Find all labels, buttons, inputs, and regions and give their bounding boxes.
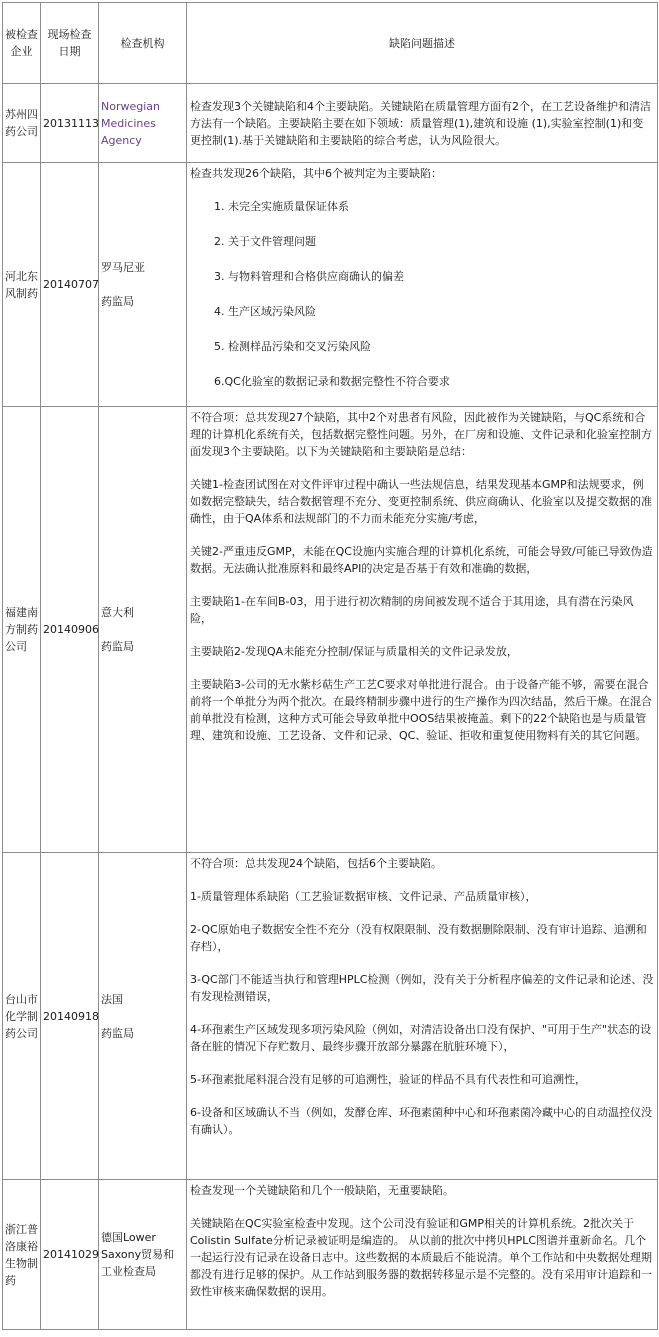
list-item: 4. 生产区域污染风险 bbox=[214, 305, 316, 318]
desc-paragraph: 6-设备和区域确认不当（例如，发酵仓库、环孢素菌种中心和环孢素菌冷藏中心的自动温控仪没有确认）。 bbox=[190, 1106, 652, 1136]
company-cell: 浙江普洛康裕生物制药 bbox=[3, 1180, 41, 1330]
header-desc: 缺陷问题描述 bbox=[187, 3, 658, 84]
desc-paragraph: 检查发现3个关键缺陷和4个主要缺陷。关键缺陷在质量管理方面有2个，在工艺设备维护和清洁方法有一个缺陷。主要缺陷主要在如下领域：质量管理(1),建筑和设施 (1),实验室控制(1)和变更控制(1).基于关键缺陷和主要缺陷的综合考虑，认为风险很大。 bbox=[190, 99, 651, 147]
defect-table bbox=[2, 2, 658, 1330]
list-item: 6.QC化验室的数据记录和数据完整性不符合要求 bbox=[214, 375, 450, 388]
list-item: 3. 与物料管理和合格供应商确认的偏差 bbox=[214, 270, 404, 283]
date-cell: 20140707 bbox=[41, 163, 99, 407]
header-date: 现场检查日期 bbox=[41, 3, 99, 84]
desc-cell bbox=[187, 1180, 658, 1330]
company-cell: 河北东风制药 bbox=[3, 163, 41, 407]
desc-paragraph: 关键2-严重违反GMP，未能在QC设施内实施合理的计算机化系统，可能会导致/可能已导致伪造数据。无法确认批准原料和最终API的决定是否基于有效和准确的数据， bbox=[190, 545, 653, 575]
agency-line: 意大利 bbox=[101, 606, 134, 619]
header-row bbox=[3, 3, 658, 84]
header-company: 被检查企业 bbox=[3, 3, 41, 84]
agency-line: 法国 bbox=[101, 992, 123, 1006]
agency-line: Norwegian bbox=[101, 99, 160, 113]
desc-paragraph: 2-QC原始电子数据安全性不充分（没有权限限制、没有数据删除限制、没有审计追踪、追溯和存档）， bbox=[190, 923, 647, 953]
agency-line: 罗马尼亚 bbox=[101, 261, 145, 274]
desc-paragraph: 3-QC部门不能适当执行和管理HPLC检测（例如，没有关于分析程序偏差的文件记录和论述、没有发现检测错误， bbox=[190, 973, 654, 1003]
date-cell: 20131113 bbox=[41, 84, 99, 163]
desc-cell bbox=[187, 84, 658, 163]
agency-cell bbox=[99, 407, 187, 853]
date-cell: 20141029 bbox=[41, 1180, 99, 1330]
desc-paragraph: 主要缺陷3-公司的无水紫杉萜生产工艺C要求对单批进行混合。由于设备产能不够，需要在混合前将一个单批分为两个批次。在最终精制步骤中进行的生产操作为四次结晶，然后干燥。在混合前单批没有检测，这种方式可能会导致单批中OOS结果被掩盖。剩下的22个缺陷也是与质量管理、建筑和设施、工艺设备、文件和记录、QC、验证、拒收和重复使用物料有关的其它问题。 bbox=[190, 678, 652, 742]
table-row bbox=[3, 1180, 658, 1330]
agency-cell bbox=[99, 1180, 187, 1330]
company-cell: 苏州四药公司 bbox=[3, 84, 41, 163]
date-cell: 20140918 bbox=[41, 853, 99, 1180]
table-row bbox=[3, 84, 658, 163]
agency-cell[interactable] bbox=[99, 84, 187, 163]
desc-paragraph: 关键1-检查团试图在对文件评审过程中确认一些法规信息，结果发现基本GMP和法规要求，例如数据完整缺失，结合数据管理不充分、变更控制系统、供应商确认、化验室以及提交数据的准确性，由于QA体系和法规部门的不力而未能充分实施/考虑， bbox=[190, 478, 652, 525]
agency-line: 药监局 bbox=[101, 1026, 134, 1040]
desc-paragraph: 5-环孢素批尾料混合没有足够的可追溯性，验证的样品不具有代表性和可追溯性， bbox=[190, 1073, 586, 1086]
company-cell: 台山市化学制药公司 bbox=[3, 853, 41, 1180]
date-cell: 20140906 bbox=[41, 407, 99, 853]
desc-paragraph: 不符合项：总共发现24个缺陷，包括6个主要缺陷。 bbox=[190, 857, 442, 870]
desc-paragraph: 关键缺陷在QC实验室检查中发现。这个公司没有验证和GMP相关的计算机系统。2批次关于Colistin Sulfate分析记录被证明是编造的。 从以前的批次中拷贝HPLC图谱并重新命名。几个一起运行没有记录在设备日志中。这些数据的本质最后不能说清。单个工作站和中央数据处理期都没有进行足够的保护。从工作站到服务器的数据转移显示是不完整的。没有采用审计追踪和一致性审核来确保数据的误用。 bbox=[190, 1217, 652, 1298]
desc-cell bbox=[187, 163, 658, 407]
desc-paragraph: 主要缺陷1-在车间B-03，用于进行初次精制的房间被发现不适合于其用途，具有潜在污染风险， bbox=[190, 595, 634, 625]
agency-line: Medicines bbox=[101, 116, 156, 130]
table-row bbox=[3, 407, 658, 853]
agency-line: 德国Lower bbox=[101, 1231, 156, 1244]
agency-line: Saxony贸易和 bbox=[101, 1248, 175, 1261]
desc-intro: 检查共发现26个缺陷，其中6个被判定为主要缺陷： bbox=[190, 167, 442, 180]
agency-line: 药监局 bbox=[101, 295, 134, 308]
agency-line: Agency bbox=[101, 133, 142, 147]
desc-paragraph: 4-环孢素生产区域发现多项污染风险（例如，对清洁设备出口没有保护、"可用于生产"状态的设备在脏的情况下存贮数月、最终步骤开放部分暴露在肮脏环境下）， bbox=[190, 1023, 652, 1053]
company-cell: 福建南方制药公司 bbox=[3, 407, 41, 853]
agency-line: 工业检查局 bbox=[101, 1265, 156, 1278]
desc-paragraph: 主要缺陷2-发现QA未能充分控制/保证与质量相关的文件记录发放， bbox=[190, 645, 518, 658]
desc-cell bbox=[187, 853, 658, 1180]
header-agency: 检查机构 bbox=[99, 3, 187, 84]
table-row bbox=[3, 853, 658, 1180]
list-item: 1. 未完全实施质量保证体系 bbox=[214, 200, 349, 213]
desc-cell bbox=[187, 407, 658, 853]
table-row bbox=[3, 163, 658, 407]
agency-cell bbox=[99, 853, 187, 1180]
desc-paragraph: 不符合项：总共发现27个缺陷，其中2个对患者有风险，因此被作为关键缺陷，与QC系统和合理的计算机化系统有关，包括数据完整性问题。另外，在厂房和设施、文件记录和化验室控制方面发现3个主要缺陷。以下为关键缺陷和主要缺陷是总结： bbox=[190, 411, 652, 458]
list-item: 5. 检测样品污染和交叉污染风险 bbox=[214, 340, 371, 353]
desc-paragraph: 1-质量管理体系缺陷（工艺验证数据审核、文件记录、产品质量审核）， bbox=[190, 890, 537, 903]
list-item: 2. 关于文件管理问题 bbox=[214, 235, 316, 248]
agency-cell bbox=[99, 163, 187, 407]
agency-line: 药监局 bbox=[101, 640, 134, 653]
desc-paragraph: 检查发现一个关键缺陷和几个一般缺陷，无重要缺陷。 bbox=[190, 1184, 454, 1197]
